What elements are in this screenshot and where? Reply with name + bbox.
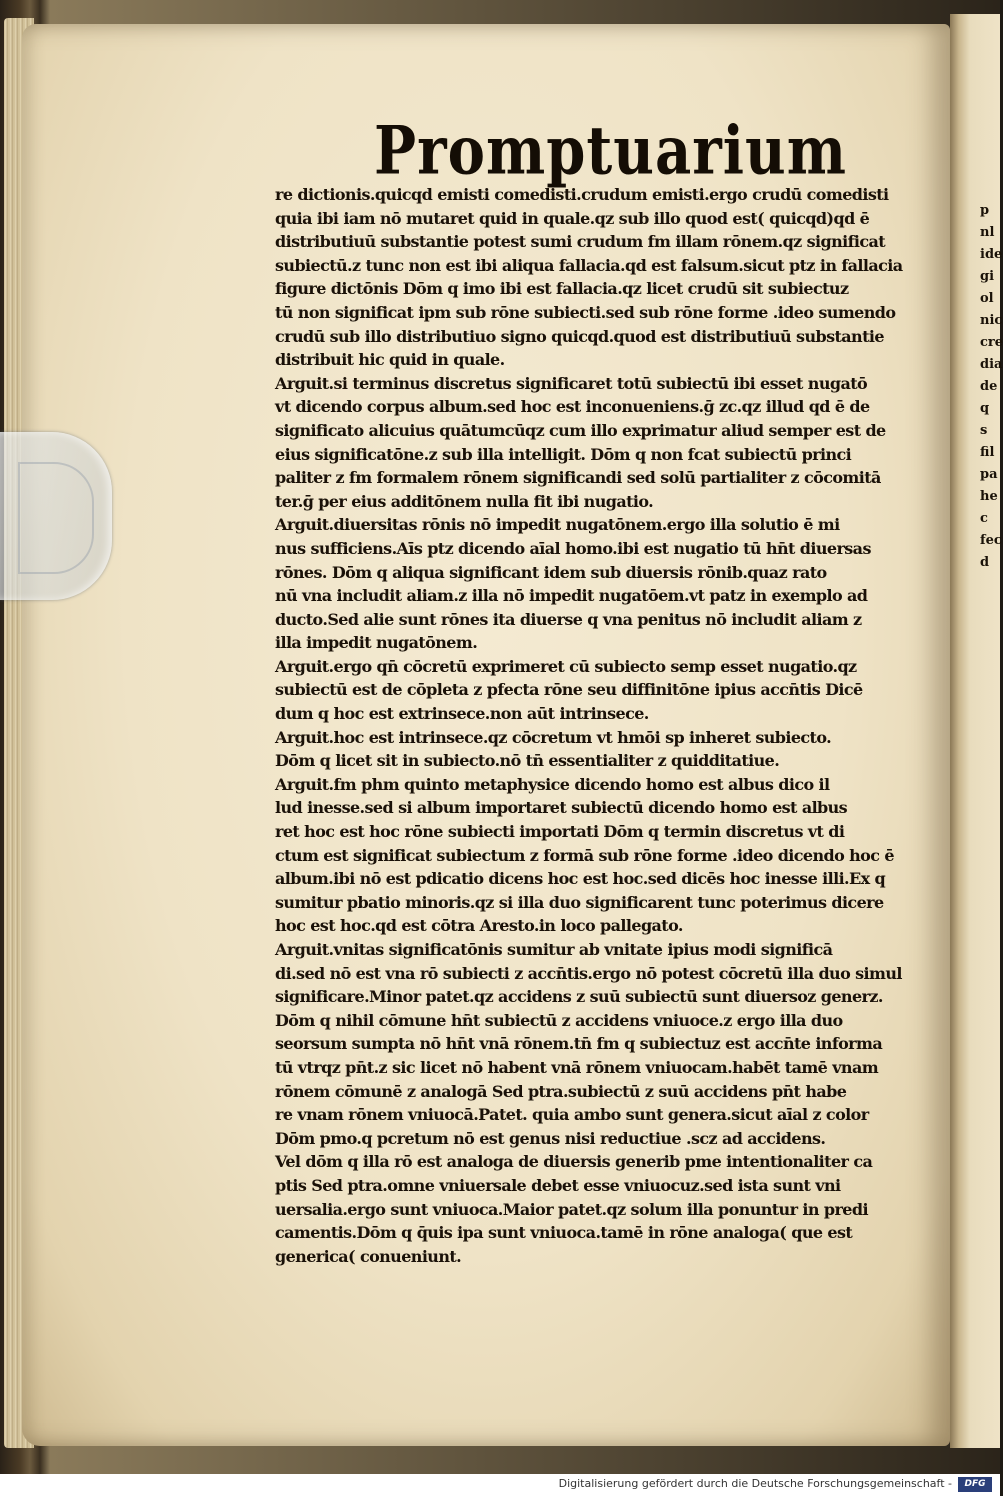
text-line: ptis Sed ptra.omne vniuersale debet esse vniuocuz.sed ista sunt vni — [275, 1175, 841, 1195]
text-line: album.ibi nō est pdicatio dicens hoc est hoc.sed dicēs hoc inesse illi.Ex q — [275, 869, 886, 889]
text-line: Arguit.diuersitas rōnis nō impedit nugatōnem.ergo illa solutio ē mi — [275, 515, 840, 535]
text-line: subiectū est de cōpleta z pfecta rōne seu diffinitōne ipius accn̄tis Dicē — [275, 680, 863, 700]
text-line: eius significatōne.z sub illa intelligit. Dōm q non fcat subiectū princi — [275, 444, 852, 464]
text-line: ducto.Sed alie sunt rōnes ita diuerse q vna penitus nō includit aliam z — [275, 609, 862, 629]
text-line: Dōm pmo.q pcretum nō est genus nisi reductiue .scz ad accidens. — [275, 1128, 826, 1148]
text-line: dum q hoc est extrinsece.non aūt intrinsece. — [275, 704, 649, 724]
facing-page-fragment: cre — [980, 335, 1003, 350]
facing-page-fragment: he — [980, 489, 998, 504]
text-line: seorsum sumpta nō hn̄t vnā rōnem.tn̄ fm q subiectuz est accn̄te informa — [275, 1034, 883, 1054]
text-line: ret hoc est hoc rōne subiecti importati Dōm q termin discretus vt di — [275, 822, 845, 842]
text-line: rōnem cōmunē z analogā Sed ptra.subiectū z suū accidens pn̄t habe — [275, 1081, 847, 1101]
facing-page-fragment: p — [980, 203, 990, 218]
text-line: Arguit.fm phm quinto metaphysice dicendo homo est albus dico il — [275, 774, 830, 794]
text-line: paliter z fm formalem rōnem significandi sed solū partialiter z cōcomitā — [275, 468, 881, 488]
facing-page-fragment: c — [980, 511, 988, 526]
text-line: significare.Minor patet.qz accidens z suū subiectū sunt diuersoz generz. — [275, 987, 883, 1007]
facing-page-fragment: fec — [980, 533, 1002, 548]
facing-page-text — [980, 200, 1003, 574]
facing-page-fragment: nic — [980, 313, 1003, 328]
text-line: nus sufficiens.Aīs ptz dicendo aīal homo.ibi est nugatio tū hn̄t diuersas — [275, 538, 871, 558]
facing-page-fragment: dia — [980, 357, 1003, 372]
facing-page-fragment: fil — [980, 445, 995, 460]
text-line: hoc est hoc.qd est cōtra Aresto.in loco pallegato. — [275, 916, 683, 936]
facing-page-fragment: ol — [980, 291, 994, 306]
text-line: distributiuū substantie potest sumi crudum fm illam rōnem.qz significat — [275, 232, 886, 252]
text-line: ctum est significat subiectum z formā sub rōne forme .ideo dicendo hoc ē — [275, 845, 894, 865]
text-line: crudū sub illo distributiuo signo quicqd.quod est distributiuū substantie — [275, 326, 884, 346]
funding-credit: Digitalisierung gefördert durch die Deutsche Forschungsgemeinschaft - — [558, 1477, 952, 1490]
text-line: illa impedit nugatōnem. — [275, 633, 478, 653]
text-line: distribuit hic quid in quale. — [275, 350, 505, 370]
text-line: figure dictōnis Dōm q imo ibi est fallacia.qz licet crudū sit subiectuz — [275, 279, 849, 299]
footer-bar — [0, 1474, 1000, 1496]
text-line: di.sed nō est vna rō subiecti z accn̄tis.ergo nō potest cōcretū illa duo simul — [275, 963, 902, 983]
facing-page-fragment: s — [980, 423, 988, 438]
facing-page-fragment: pa — [980, 467, 998, 482]
body-text — [275, 183, 901, 1268]
page-clip-inner — [18, 462, 94, 574]
text-line: sumitur pbatio minoris.qz si illa duo significarent tunc poterimus dicere — [275, 892, 884, 912]
facing-page-fragment: gi — [980, 269, 995, 284]
text-line: significato alicuius quātumcūqz cum illo exprimatur aliud semper est de — [275, 420, 886, 440]
text-line: subiectū.z tunc non est ibi aliqua fallacia.qd est falsum.sicut ptz in fallacia — [275, 255, 903, 275]
text-line: Vel dōm q illa rō est analoga de diuersis generib pme intentionaliter ca — [275, 1152, 873, 1172]
text-line: Dōm q licet sit in subiecto.nō tn̄ essentialiter z quidditatiue. — [275, 751, 780, 771]
text-line: re vnam rōnem vniuocā.Patet. quia ambo sunt genera.sicut aīal z color — [275, 1105, 869, 1125]
text-line: vt dicendo corpus album.sed hoc est inconueniens.ḡ zc.qz illud qd ē de — [275, 397, 870, 417]
text-line: nū vna includit aliam.z illa nō impedit nugatōem.vt patz in exemplo ad — [275, 586, 868, 606]
facing-page-fragment: q — [980, 401, 990, 416]
text-line: tū vtrqz pn̄t.z sic licet nō habent vnā rōnem vniuocam.habēt tamē vnam — [275, 1057, 879, 1077]
text-line: tū non significat ipm sub rōne subiecti.sed sub rōne forme .ideo sumendo — [275, 302, 896, 322]
text-line: Dōm q nihil cōmune hn̄t subiectū z accidens vniuoce.z ergo illa duo — [275, 1010, 843, 1030]
text-line: generica( conueniunt. — [275, 1246, 462, 1266]
text-line: rōnes. Dōm q aliqua significant idem sub diuersis rōnib.quaz rato — [275, 562, 827, 582]
facing-page-fragment: de — [980, 379, 998, 394]
facing-page-fragment: nl — [980, 225, 995, 240]
page-heading: Promptuarium — [374, 112, 847, 190]
facing-page-fragment: ide — [980, 247, 1003, 262]
text-line: re dictionis.quicqd emisti comedisti.crudum emisti.ergo crudū comedisti — [275, 185, 889, 204]
text-line: lud inesse.sed si album importaret subiectū dicendo homo est albus — [275, 798, 848, 818]
text-line: Arguit.si terminus discretus significaret totū subiectū ibi esset nugatō — [275, 373, 868, 393]
text-line: Arguit.hoc est intrinsece.qz cōcretum vt hmōi sp inheret subiecto. — [275, 727, 832, 747]
page-clip — [0, 432, 112, 600]
facing-page-fragment: d — [980, 555, 990, 570]
text-line: Arguit.vnitas significatōnis sumitur ab vnitate ipius modi significā — [275, 940, 833, 959]
text-line: quia ibi iam nō mutaret quid in quale.qz sub illo quod est( quicqd)qd ē — [275, 208, 870, 228]
text-line: ter.ḡ per eius additōnem nulla fit ibi nugatio. — [275, 491, 654, 511]
text-line: uersalia.ergo sunt vniuoca.Maior patet.qz solum illa ponuntur in predi — [275, 1199, 868, 1219]
text-line: camentis.Dōm q q̄uis ipa sunt vniuoca.tamē in rōne analoga( que est — [275, 1223, 853, 1243]
text-line: Arguit.ergo qn̄ cōcretū exprimeret cū subiecto semp esset nugatio.qz — [275, 656, 857, 676]
dfg-logo-icon: DFG — [958, 1477, 992, 1492]
